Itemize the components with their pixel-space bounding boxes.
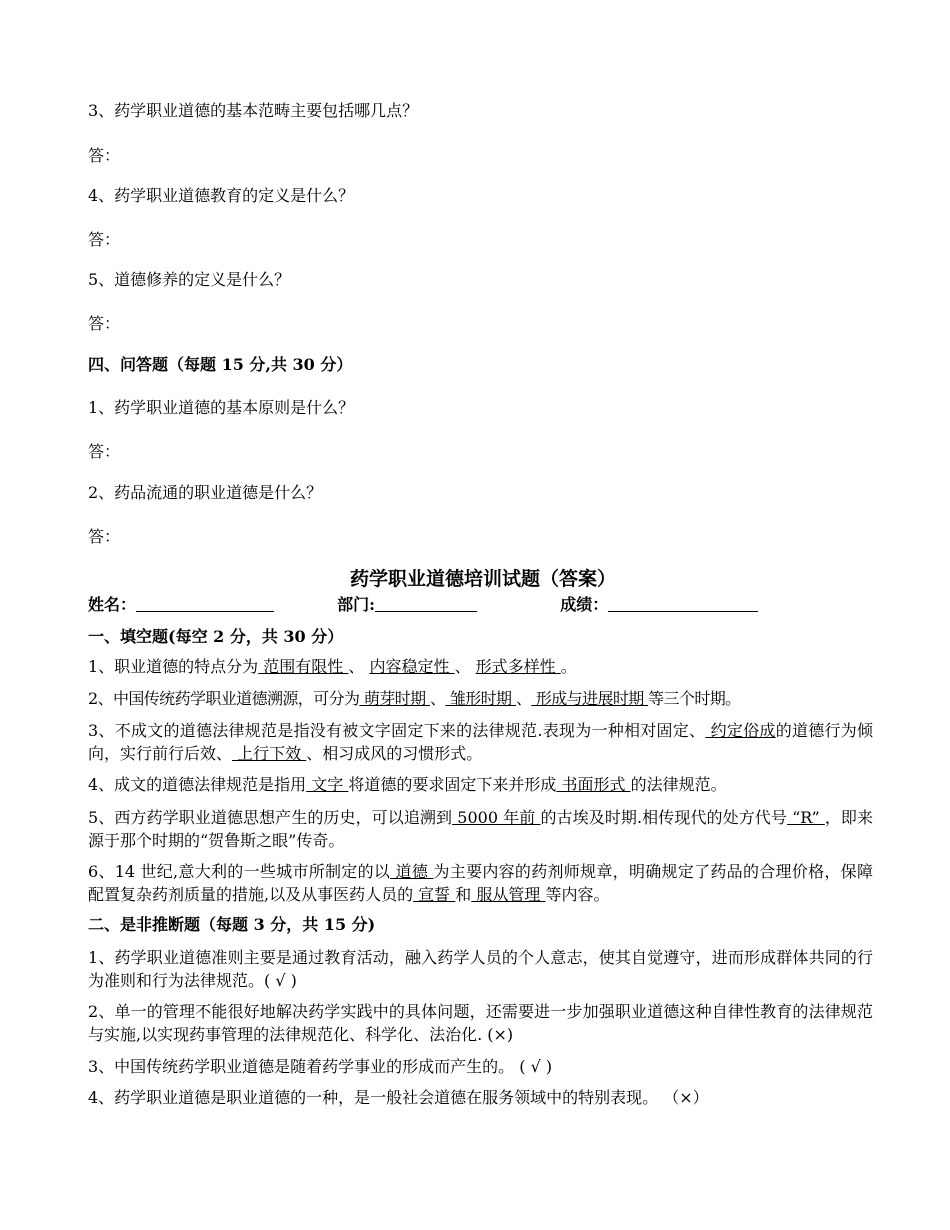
fill-answer: 约定俗成: [705, 721, 776, 740]
fill-answer: 范围有限性: [258, 657, 349, 676]
true-false-4: 4、药学职业道德是职业道德的一种，是一般社会道德在服务领域中的特别表现。 （×）: [88, 1088, 709, 1107]
true-false-1: 1、药学职业道德准则主要是通过教育活动，融入药学人员的个人意志，使其自觉遵守，进而形成群体共同的行为准则和行为法律规范。( √ ): [88, 948, 873, 990]
section-4-answer-2: 答：: [88, 527, 121, 546]
question-5: 5、道德修养的定义是什么？: [88, 270, 291, 289]
fill-answer: 上行下效: [232, 744, 307, 763]
header-fields: [88, 594, 878, 616]
section-4-heading: 四、问答题（每题 15 分,共 30 分）: [88, 355, 353, 374]
fill-answer: 内容稳定性: [369, 657, 455, 676]
section-4-question-1: 1、药学职业道德的基本原则是什么？: [88, 398, 355, 417]
question-4: 4、药学职业道德教育的定义是什么？: [88, 186, 355, 205]
score-label: 成绩：: [560, 595, 609, 614]
name-blank: [136, 595, 274, 612]
section-4-answer-1: 答：: [88, 442, 121, 461]
fill-answer: “R”: [786, 808, 825, 827]
true-false-2: 2、单一的管理不能很好地解决药学实践中的具体问题，还需要进一步加强职业道德这种自律性教育的法律规范与实施,以实现药事管理的法律规范化、科学化、法治化. (×): [88, 1002, 873, 1044]
section-1-heading: 一、填空题(每空 2 分，共 30 分）: [88, 627, 344, 646]
fill-answer: 形式多样性: [475, 657, 561, 676]
true-false-3: 3、中国传统药学职业道德是随着药学事业的形成而产生的。 ( √ ): [88, 1057, 553, 1076]
fill-answer: 5000 年前: [452, 808, 541, 827]
fill-question-3: 3、不成文的道德法律规范是指没有被文字固定下来的法律规范.表现为一种相对固定、 约定俗成的道德行为倾向，实行前行后效、 上行下效 、相习成风的习惯形式。: [88, 721, 873, 763]
score-blank: [608, 595, 758, 612]
dept-blank: [375, 595, 477, 612]
fill-answer: 文字: [306, 775, 349, 794]
fill-answer: 道德: [390, 862, 434, 881]
answer-4: 答：: [88, 230, 121, 249]
fill-question-4: 4、成文的道德法律规范是指用 文字 将道德的要求固定下来并形成 书面形式 的法律规范。: [88, 775, 727, 794]
fill-question-2: 2、中国传统药学职业道德溯源，可分为 萌芽时期 、 雏形时期 、 形成与进展时期 等三个时期。: [88, 689, 741, 708]
answer-5: 答：: [88, 314, 121, 333]
answer-3: 答：: [88, 146, 121, 165]
section-4-question-2: 2、药品流通的职业道德是什么？: [88, 483, 323, 502]
question-3: 3、药学职业道德的基本范畴主要包括哪几点？: [88, 101, 419, 120]
fill-question-5: 5、西方药学职业道德思想产生的历史，可以追溯到 5000 年前 的古埃及时期.相传现代的处方代号 “R” ，即来源于那个时期的“贺鲁斯之眼”传奇。: [88, 808, 873, 850]
answer-sheet-title: 药学职业道德培训试题（答案）: [349, 568, 616, 590]
name-label: 姓名：: [88, 595, 137, 614]
fill-question-6: 6、14 世纪,意大利的一些城市所制定的以 道德 为主要内容的药剂师规章，明确规定了药品的合理价格，保障配置复杂药剂质量的措施,以及从事医药人员的 宣誓 和 服从管理 等内容。: [88, 862, 873, 904]
fill-answer: 形成与进展时期: [531, 689, 649, 708]
dept-label: 部门:: [337, 595, 376, 614]
fill-question-1: 1、职业道德的特点分为 范围有限性 、 内容稳定性 、 形式多样性 。: [88, 657, 577, 676]
fill-answer: 宣誓: [413, 885, 456, 904]
fill-answer: 萌芽时期: [359, 689, 430, 708]
fill-answer: 服从管理: [471, 885, 546, 904]
fill-answer: 书面形式: [556, 775, 631, 794]
section-2-heading: 二、是非推断题（每题 3 分，共 15 分): [88, 915, 376, 934]
fill-answer: 雏形时期: [445, 689, 516, 708]
